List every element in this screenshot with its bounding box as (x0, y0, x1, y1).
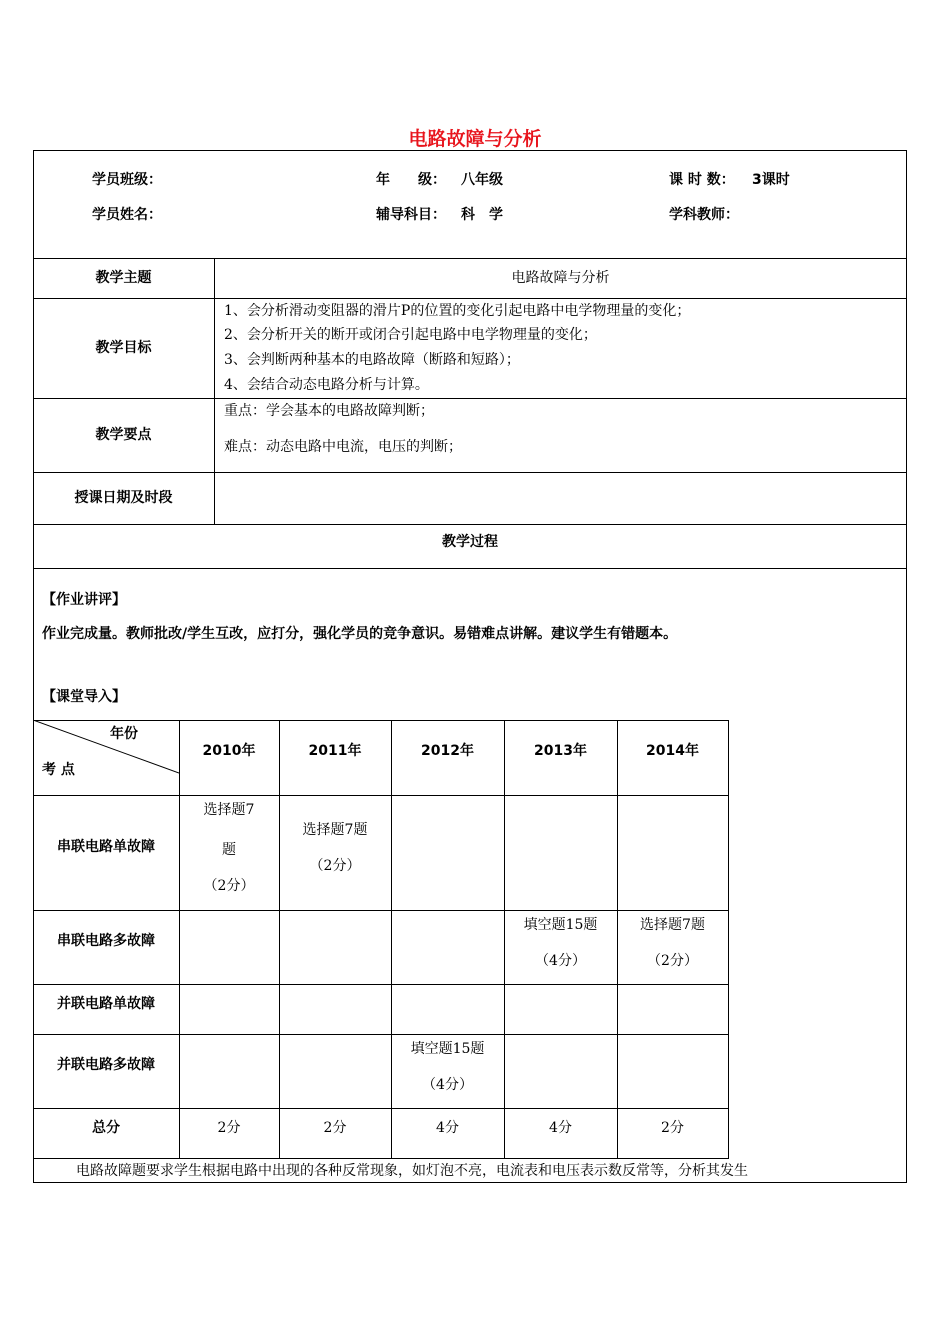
difficult-point: 难点：动态电路中电流，电压的判断； (224, 439, 462, 455)
theme-label: 教学主题 (95, 270, 152, 286)
subject-value: 科 学 (461, 207, 503, 223)
hours-value: 3课时 (752, 172, 790, 188)
row-label: 总分 (92, 1120, 120, 1136)
theme-value: 电路故障与分析 (511, 270, 610, 286)
goal-item: 3、会判断两种基本的电路故障（断路和短路）； (224, 352, 520, 368)
cell-line: 题 (222, 842, 236, 858)
subject-label: 辅导科目： (376, 207, 446, 223)
date-label: 授课日期及时段 (74, 490, 173, 506)
grade-value: 八年级 (461, 172, 503, 188)
total-cell: 2分 (323, 1120, 347, 1136)
table-cell (504, 915, 617, 971)
teacher-label: 学科教师： (669, 207, 739, 223)
table-cell (279, 820, 391, 876)
row-label: 串联电路多故障 (57, 933, 155, 949)
row-label: 串联电路单故障 (57, 838, 155, 855)
process-label: 教学过程 (442, 534, 498, 550)
table-line (728, 720, 729, 1158)
intro-heading: 【课堂导入】 (42, 689, 126, 705)
page-title: 电路故障与分析 (408, 128, 542, 150)
corner-topic-label: 考 点 (42, 762, 75, 778)
total-cell: 4分 (436, 1120, 459, 1136)
year-header: 2014年 (646, 743, 699, 759)
key-point: 重点：学会基本的电路故障判断； (224, 403, 434, 419)
table-line (33, 1158, 729, 1159)
cell-line: （4分） (535, 953, 586, 969)
goal-item: 2、会分析开关的断开或闭合引起电路中电学物理量的变化； (224, 327, 597, 343)
total-cell: 2分 (661, 1120, 684, 1136)
homework-heading: 【作业讲评】 (42, 592, 126, 608)
cell-line: 填空题15题 (523, 917, 598, 933)
cell-line: （2分） (203, 878, 255, 894)
keypoints-label: 教学要点 (95, 427, 152, 443)
cell-line: 填空题15题 (410, 1041, 485, 1057)
row-label: 并联电路多故障 (57, 1057, 155, 1073)
year-header: 2010年 (202, 743, 256, 759)
table-cell (617, 915, 728, 971)
corner-diagonal (33, 720, 179, 795)
total-cell: 2分 (217, 1120, 241, 1136)
cell-line: 选择题7 (203, 802, 255, 818)
year-header: 2013年 (534, 743, 587, 759)
goals-label: 教学目标 (95, 340, 152, 356)
student-name-label: 学员姓名： (92, 207, 162, 223)
cell-line: 选择题7题 (302, 822, 368, 838)
cell-line: （2分） (309, 858, 361, 874)
year-header: 2011年 (308, 743, 362, 759)
table-line (279, 720, 280, 1158)
goal-item: 4、会结合动态电路分析与计算。 (224, 377, 429, 393)
grid-line (33, 568, 907, 569)
footer-paragraph: 电路故障题要求学生根据电路中出现的各种反常现象，如灯泡不亮，电流表和电压表示数反常等，分析其发生 (76, 1163, 748, 1179)
row-label: 并联电路单故障 (57, 996, 155, 1012)
cell-line: （4分） (422, 1077, 473, 1093)
homework-text: 作业完成量。教师批改/学生互改，应打分，强化学员的竞争意识。易错难点讲解。建议学生有错题本。 (42, 626, 678, 642)
hours-label: 课 时 数： (669, 172, 735, 188)
goal-item: 1、会分析滑动变阻器的滑片P的位置的变化引起电路中电学物理量的变化； (224, 303, 691, 319)
cell-line: 选择题7题 (640, 917, 705, 933)
grade-label: 年 级： (376, 172, 446, 188)
table-line (179, 720, 180, 1158)
total-cell: 4分 (549, 1120, 572, 1136)
year-header: 2012年 (421, 743, 474, 759)
cell-line: （2分） (647, 953, 698, 969)
class-label: 学员班级： (92, 172, 162, 188)
table-cell (179, 800, 279, 896)
table-cell (391, 1039, 504, 1095)
corner-year-label: 年份 (110, 726, 138, 742)
